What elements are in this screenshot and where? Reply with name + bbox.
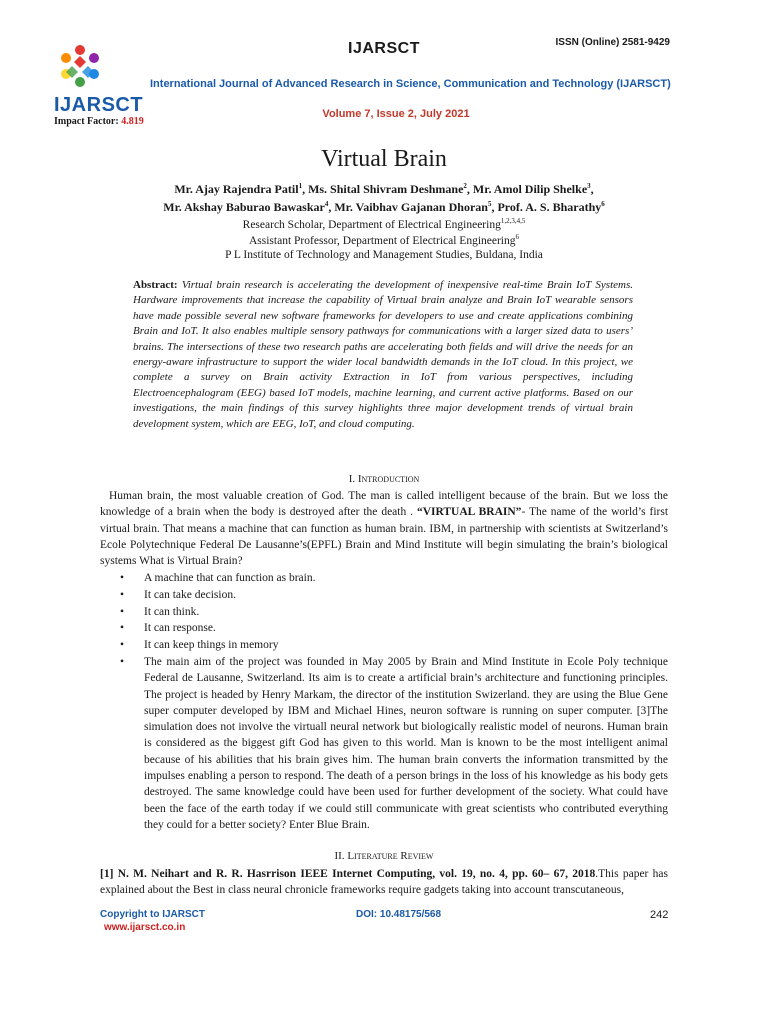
section-heading-literature-review: II. Literature Review	[334, 850, 434, 862]
author-line-1: Mr. Ajay Rajendra Patil$^1$, Ms. Shital Shivram Deshmane$^2$, Mr. Amol Dilip Shelke$^3$,	[174, 182, 594, 196]
author-line-2: Mr. Akshay Baburao Bawaskar$^4$, Mr. Vaibhav Gajanan Dhoran$^5$, Prof. A. S. Bharathy$^6$	[163, 200, 605, 214]
journal-full-title: International Journal of Advanced Research in Science, Communication and Technology (IJARSCT)	[150, 78, 671, 90]
literature-text: .This paper has explained about the Best in class neural chronicle frameworks require gadgets taking into account transcutaneous,	[100, 868, 668, 897]
author-name: Mr. Amol Dilip Shelke	[472, 182, 588, 196]
paper-title: Virtual Brain	[321, 146, 447, 172]
affiliation-sup: 1,2,3,4,5	[500, 217, 526, 225]
list-item: • It can take decision.	[120, 587, 668, 604]
footer-doi: DOI: 10.48175/568	[356, 909, 442, 920]
author-name: Mr. Ajay Rajendra Patil	[174, 182, 299, 196]
list-item: • It can keep things in memory	[120, 637, 668, 654]
author-name: Ms. Shital Shivram Deshmane	[308, 182, 464, 196]
journal-short-title: IJARSCT	[348, 40, 420, 57]
affiliation-2	[0, 233, 768, 247]
literature-paragraph	[100, 866, 668, 899]
reference-citation: [1] N. M. Neihart and R. R. Hasrrison IEEE Internet Computing, vol. 19, no. 4, pp. 60– 67, 2018	[100, 868, 596, 880]
affiliation-text: Assistant Professor, Department of Electrical Engineering	[248, 234, 516, 247]
author-name: Mr. Akshay Baburao Bawaskar	[163, 200, 325, 214]
impact-factor-value: 4.819	[121, 116, 144, 127]
author-sup: 2	[463, 182, 467, 190]
author-sup: 3	[587, 182, 591, 190]
footer-copyright: Copyright to IJARSCT	[100, 909, 205, 920]
intro-text: - The name of the world’s first virtual brain. That means a machine that can function as human brain. IBM, in partnership with scientists at Switzerland’s Ecole Polytechnique Federal De Lausanne’s(EPFL) Brain and Mind Institute will begin simulating the brain’s biological systems What is Virtual Brain?	[100, 506, 669, 568]
affiliation-text: P L Institute of Technology and Management Studies, Buldana, India	[225, 249, 543, 261]
list-item: • It can response.	[120, 620, 668, 637]
author-name: Prof. A. S. Bharathy	[497, 200, 602, 214]
impact-factor-label: Impact Factor:	[54, 116, 122, 127]
intro-bullet-list	[120, 570, 668, 833]
author-sup: 4	[324, 200, 329, 208]
affiliation-1	[0, 217, 768, 231]
affiliation-text: Research Scholar, Department of Electrical Engineering	[242, 218, 501, 231]
page-number: 242	[650, 909, 669, 921]
author-name: Mr. Vaibhav Gajanan Dhoran	[334, 200, 488, 214]
issn: ISSN (Online) 2581-9429	[555, 37, 670, 48]
intro-paragraph	[100, 488, 668, 569]
footer-website-link[interactable]: www.ijarsct.co.in	[104, 922, 186, 933]
author-sup: 5	[487, 200, 492, 208]
intro-text: Human brain, the most valuable creation of God. The man is called intelligent because of the brain. But we loss the knowledge of a brain when the body is destroyed after the death .	[100, 490, 668, 519]
abstract-text: Virtual brain research is accelerating the development of inexpensive real-time Brain IoT Systems. Hardware improvements that increase the capability of Virtual brain analyze and Brain IoT wearable sensors have made possible several new software frameworks for developers to use and create applications combining Brain and IoT. It also enables multiple sensory pathways for communications with a larger sized data to users’ brains. The intersections of these two research paths are accelerating both fields and will drive the needs for an energy-aware infrastructure to support the wider local bandwidth demands in the IoT cloud. In this project, we complete a survey on Brain activity Extraction in IoT from various perspectives, including Electroencephalogram (EEG) based IoT models, machine learning, and current active platforms. Based on our investigations, the main findings of this survey highlights three major development trends of virtual brain development system, which are EEG, IoT, and cloud computing.	[133, 279, 633, 430]
affiliation-3	[0, 249, 768, 261]
abstract	[133, 278, 633, 432]
intro-bold-term: “VIRTUAL BRAIN”	[416, 506, 522, 519]
abstract-label: Abstract:	[133, 279, 178, 291]
author-sup: 1	[298, 182, 303, 190]
logo-wordmark: IJARSCT	[54, 94, 144, 116]
list-item: • It can think.	[120, 604, 668, 621]
list-item: • A machine that can function as brain.	[120, 570, 668, 587]
list-item: • The main aim of the project was founded in May 2005 by Brain and Mind Institute in Ecole Poly technique Federal de Lausanne, Switzerland. Its aim is to create a artificial brain’s architecture and functioning principles. The project is headed by Henry Markam, the director of the institution Swizerland. they are using the Blue Gene super computer developed by IBM and Michael Hines, neuron software is running on super computer. [3]The simulation does not involve the virtuall neural network but biologically realistic model of neurons. Human brain is considered as the biggest gift God has given to this world. Man is known to be the most intelligent animal because of his abilities that his brain gives him. The human brain converts the information transmitted by the impulses enabling a person to respond. The death of a person brings in the loss of his knowledge as his body gets destroyed. The same knowledge could have been used for further development of the society. What could have been the face of the earth today if we could still communicate with great scientists who contributed everything they could for a better society? Enter Blue Brain.	[120, 654, 668, 833]
section-heading-introduction: I. Introduction	[348, 473, 420, 485]
volume-issue: Volume 7, Issue 2, July 2021	[322, 108, 470, 120]
affiliation-sup: 6	[515, 233, 520, 241]
author-sup: 6	[601, 200, 605, 208]
